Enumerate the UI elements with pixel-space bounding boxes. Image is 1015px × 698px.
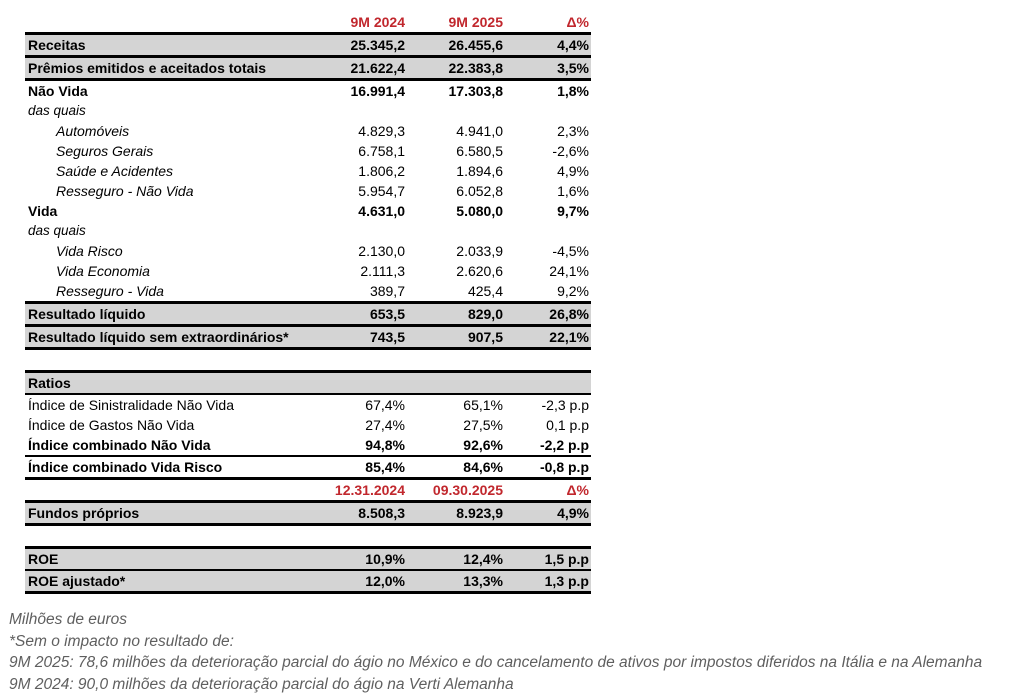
row-resultado-liquido-sem-extraordinarios — [25, 327, 591, 350]
value-period-2: 9M 2025 — [448, 14, 503, 30]
value-period-2: 13,3% — [463, 573, 503, 589]
row-ratios-header — [25, 373, 591, 395]
value-period-1: 2.111,3 — [360, 263, 405, 279]
value-period-2: 6.052,8 — [456, 183, 503, 199]
value-period-2: 84,6% — [463, 459, 503, 475]
row-label: Vida Economia — [56, 263, 150, 279]
row-label: Vida Risco — [56, 243, 123, 259]
value-period-1: 27,4% — [365, 417, 405, 433]
row-label: Resultado líquido — [28, 306, 146, 322]
row-automoveis — [25, 121, 591, 141]
footnotes — [9, 609, 1009, 695]
value-period-2: 12,4% — [463, 551, 503, 567]
value-delta: 4,9% — [557, 505, 589, 521]
value-period-1: 67,4% — [365, 397, 405, 413]
value-period-1: 21.622,4 — [350, 60, 405, 76]
value-period-1: 743,5 — [369, 329, 405, 345]
row-date-header — [25, 480, 591, 500]
value-delta: 0,1 p.p — [546, 417, 589, 433]
value-delta: 4,9% — [557, 163, 589, 179]
value-delta: 3,5% — [557, 60, 589, 76]
value-period-1: 12,0% — [365, 573, 405, 589]
row-vida-risco — [25, 241, 591, 261]
footnote-9m2024: 9M 2024: 90,0 milhões da deterioração parcial do ágio na Verti Alemanha — [9, 675, 514, 693]
value-period-1: 4.829,3 — [358, 123, 405, 139]
value-period-2: 8.923,9 — [456, 505, 503, 521]
row-vida-economia — [25, 261, 591, 281]
row-label: Prêmios emitidos e aceitados totais — [28, 60, 267, 76]
value-delta: 1,5 p.p — [544, 551, 589, 567]
value-period-2: 425,4 — [467, 283, 503, 299]
value-delta: -4,5% — [552, 243, 589, 259]
row-indice-sinistralidade-nao-vida — [25, 395, 591, 415]
value-period-2: 26.455,6 — [448, 37, 503, 53]
value-period-1: 16.991,4 — [350, 83, 405, 99]
value-period-2: 22.383,8 — [448, 60, 503, 76]
row-das-quais-nao-vida — [25, 101, 591, 121]
value-delta: Δ% — [566, 482, 589, 498]
value-delta: 4,4% — [557, 37, 589, 53]
results-section — [25, 32, 591, 350]
value-period-2: 27,5% — [463, 417, 503, 433]
row-resseguro-nao-vida — [25, 181, 591, 201]
value-delta: Δ% — [566, 14, 589, 30]
row-roe-ajustado — [25, 571, 591, 594]
value-delta: 9,7% — [557, 203, 589, 219]
value-period-2: 17.303,8 — [448, 83, 503, 99]
value-delta: 2,3% — [557, 123, 589, 139]
row-label: Seguros Gerais — [56, 143, 154, 159]
row-label: das quais — [28, 223, 86, 238]
value-period-1: 8.508,3 — [358, 505, 405, 521]
row-indice-gastos-nao-vida — [25, 415, 591, 435]
value-period-2: 829,0 — [467, 306, 503, 322]
value-period-1: 6.758,1 — [358, 143, 405, 159]
section-gap-1 — [25, 350, 591, 370]
row-label: Índice combinado Vida Risco — [28, 459, 223, 475]
row-premios-emitidos — [25, 58, 591, 81]
row-label: Índice de Sinistralidade Não Vida — [28, 397, 234, 413]
value-delta: 26,8% — [549, 306, 589, 322]
value-delta: -2,6% — [552, 143, 589, 159]
row-label: Resseguro - Não Vida — [56, 183, 194, 199]
row-resultado-liquido — [25, 301, 591, 327]
row-label: Automóveis — [56, 123, 130, 139]
value-period-1: 2.130,0 — [358, 243, 405, 259]
value-period-2: 92,6% — [463, 437, 503, 453]
row-label: Resseguro - Vida — [56, 283, 164, 299]
row-label: Não Vida — [28, 83, 88, 99]
value-delta: 1,3 p.p — [544, 573, 589, 589]
value-period-2: 4.941,0 — [456, 123, 503, 139]
section-gap-2 — [25, 526, 591, 546]
value-delta: 24,1% — [549, 263, 589, 279]
period-header-block — [25, 12, 591, 32]
value-period-1: 85,4% — [365, 459, 405, 475]
value-period-1: 1.806,2 — [358, 163, 405, 179]
value-delta: -0,8 p.p — [539, 459, 589, 475]
value-period-2: 2.033,9 — [456, 243, 503, 259]
value-period-2: 907,5 — [467, 329, 503, 345]
row-label: ROE — [28, 551, 59, 567]
value-period-1: 94,8% — [365, 437, 405, 453]
value-delta: 22,1% — [549, 329, 589, 345]
footnote-9m2025: 9M 2025: 78,6 milhões da deterioração parcial do ágio no México e do cancelamento de ativos por impostos diferidos na Itália e na Alemanha — [9, 654, 983, 671]
value-delta: 1,8% — [557, 83, 589, 99]
value-period-1: 4.631,0 — [358, 203, 405, 219]
value-period-2: 09.30.2025 — [432, 482, 503, 498]
row-label: Vida — [28, 203, 58, 219]
row-period-header — [25, 12, 591, 32]
row-indice-combinado-vida-risco — [25, 457, 591, 480]
row-vida — [25, 201, 591, 221]
financial-results-table — [25, 12, 591, 594]
value-period-2: 1.894,6 — [456, 163, 503, 179]
roe-section — [25, 546, 591, 594]
row-seguros-gerais — [25, 141, 591, 161]
row-label: Receitas — [28, 37, 86, 53]
value-period-1: 5.954,7 — [358, 183, 405, 199]
row-label: Ratios — [28, 375, 71, 391]
footnote-units: Milhões de euros — [9, 611, 128, 628]
value-period-1: 653,5 — [369, 306, 405, 322]
value-period-1: 389,7 — [369, 283, 405, 299]
row-label: Resultado líquido sem extraordinários* — [28, 329, 289, 345]
value-period-1: 10,9% — [365, 551, 405, 567]
value-delta: -2,3 p.p — [541, 397, 589, 413]
value-delta: 9,2% — [557, 283, 589, 299]
row-saude-acidentes — [25, 161, 591, 181]
value-period-2: 6.580,5 — [456, 143, 503, 159]
row-label: Índice combinado Não Vida — [28, 437, 211, 453]
value-period-2: 5.080,0 — [456, 203, 503, 219]
value-period-1: 9M 2024 — [350, 14, 405, 30]
row-label: Saúde e Acidentes — [56, 163, 174, 179]
row-nao-vida — [25, 81, 591, 101]
row-indice-combinado-nao-vida — [25, 435, 591, 457]
row-roe — [25, 549, 591, 571]
row-label: ROE ajustado* — [28, 573, 126, 589]
ratios-section — [25, 370, 591, 526]
row-fundos-proprios — [25, 500, 591, 526]
row-label: Fundos próprios — [28, 505, 140, 521]
footnote-asterisk-intro: *Sem o impacto no resultado de: — [9, 632, 234, 650]
value-period-1: 25.345,2 — [350, 37, 405, 53]
row-label: Índice de Gastos Não Vida — [28, 417, 195, 433]
row-label: das quais — [28, 103, 86, 118]
value-delta: 1,6% — [557, 183, 589, 199]
row-receitas — [25, 35, 591, 58]
value-period-1: 12.31.2024 — [334, 482, 405, 498]
value-period-2: 2.620,6 — [456, 263, 503, 279]
value-delta: -2,2 p.p — [539, 437, 589, 453]
value-period-2: 65,1% — [463, 397, 503, 413]
row-das-quais-vida — [25, 221, 591, 241]
row-resseguro-vida — [25, 281, 591, 301]
